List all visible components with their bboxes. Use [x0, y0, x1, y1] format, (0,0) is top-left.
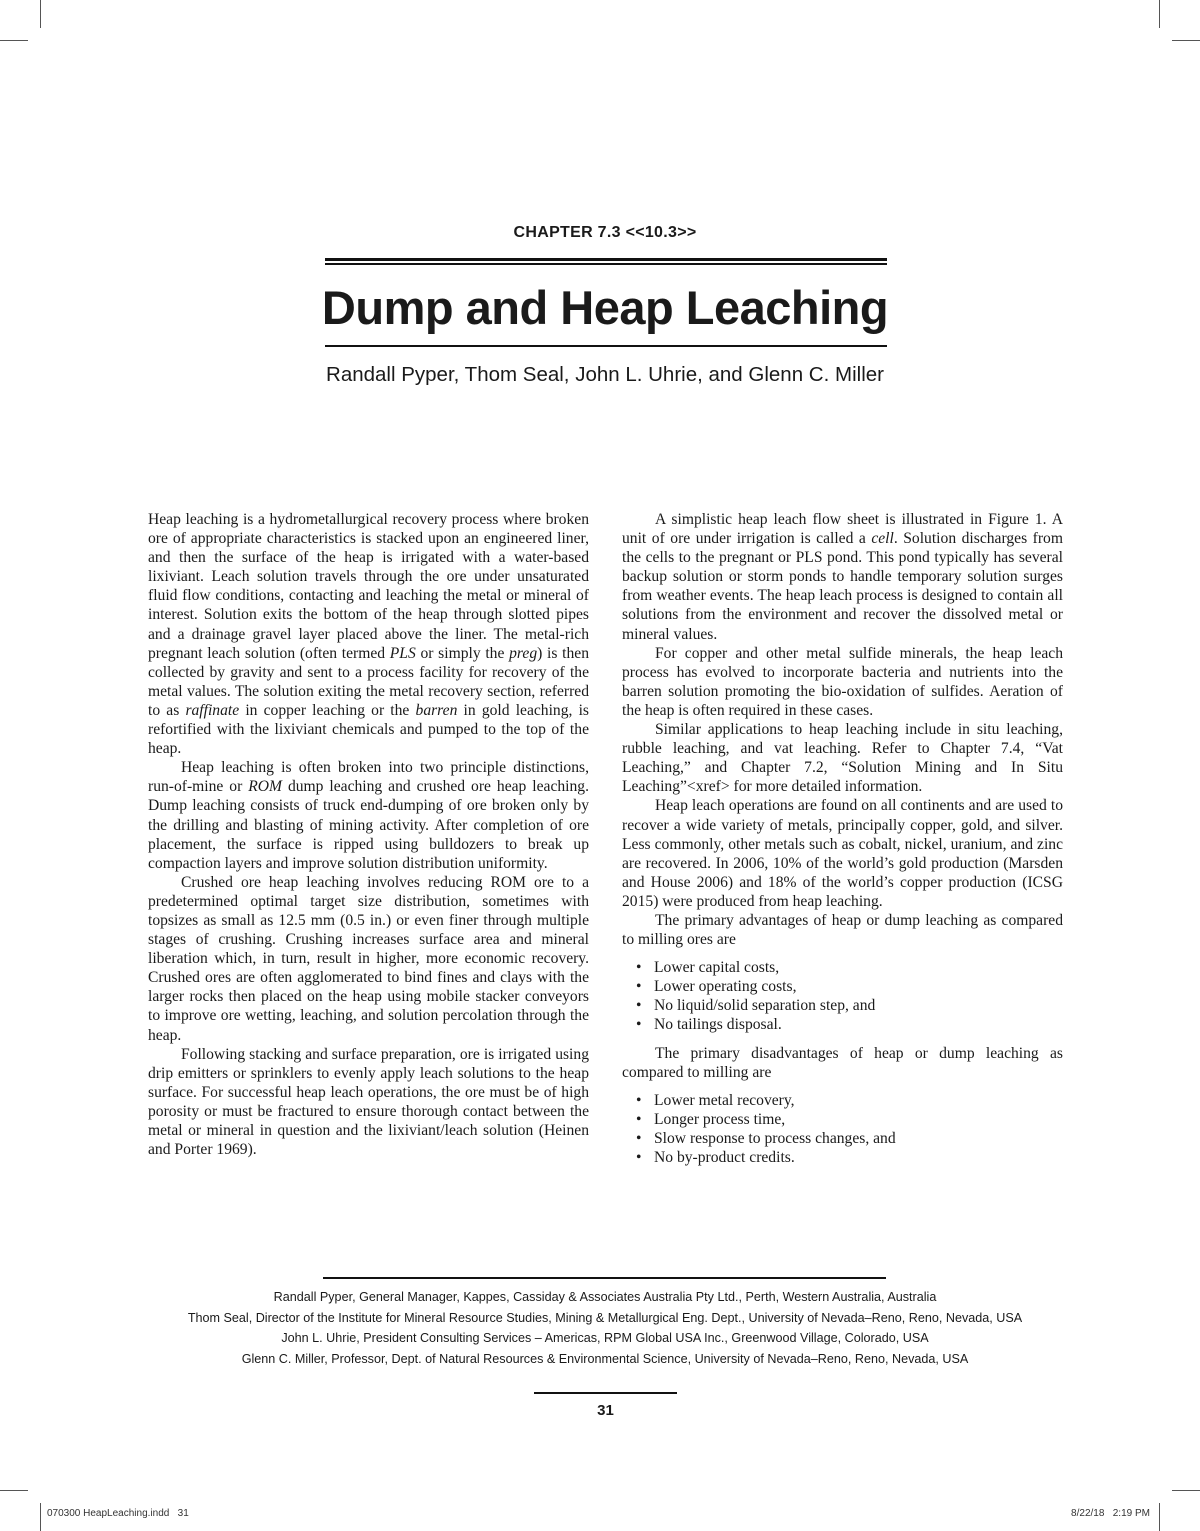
- crop-mark: [40, 1503, 41, 1531]
- paragraph: The primary advantages of heap or dump leaching as compared to milling ores are: [622, 911, 1063, 949]
- crop-mark: [1172, 40, 1200, 41]
- page-number-rule: [534, 1392, 677, 1394]
- list-item: • No liquid/solid separation step, and: [634, 996, 1063, 1015]
- crop-mark: [0, 40, 28, 41]
- crop-mark: [1159, 0, 1160, 28]
- list-item: • Lower capital costs,: [634, 958, 1063, 977]
- paragraph: For copper and other metal sulfide minerals, the heap leach process has evolved to incorporate bacteria and nutrients into the barren solution promoting the bio-oxidation of sulfides. Aeration of the heap is often required in these cases.: [622, 644, 1063, 719]
- crop-mark: [0, 1490, 28, 1491]
- disadvantages-list: [622, 1091, 1063, 1167]
- author-list: Randall Pyper, Thom Seal, John L. Uhrie, and Glenn C. Miller: [326, 363, 884, 386]
- list-item: • Lower operating costs,: [634, 977, 1063, 996]
- footnote-rule: [323, 1277, 886, 1279]
- paragraph: The primary disadvantages of heap or dump leaching as compared to milling are: [622, 1044, 1063, 1081]
- crop-mark: [1172, 1490, 1200, 1491]
- list-item: • No by-product credits.: [634, 1148, 1063, 1167]
- list-item: • Lower metal recovery,: [634, 1091, 1063, 1110]
- affiliation-line: Thom Seal, Director of the Institute for Mineral Resource Studies, Mining & Metallurgical Eng. Dept., University of Nevada–Reno, Reno, Nevada, USA: [187, 1310, 1023, 1325]
- paragraph: Following stacking and surface preparation, ore is irrigated using drip emitters or sprinklers to evenly apply leach solutions to the heap surface. For successful heap leach operations, the ore must be of high porosity or must be fractured to ensure thorough contact between the metal or mineral in question and the lixiviant/leach solution (Heinen and Porter 1969).: [148, 1045, 589, 1159]
- list-item: • Slow response to process changes, and: [634, 1129, 1063, 1148]
- affiliation-line: Glenn C. Miller, Professor, Dept. of Natural Resources & Environmental Science, University of Nevada–Reno, Reno, Nevada, USA: [241, 1351, 969, 1366]
- paragraph: Similar applications to heap leaching include in situ leaching, rubble leaching, and vat leaching. Refer to Chapter 7.4, “Vat Leaching,” and Chapter 7.2, “Solution Mining and In Situ Leaching”<xref> for more detailed information.: [622, 721, 1063, 796]
- slug-datetime: 8/22/18 2:19 PM: [1071, 1508, 1150, 1519]
- crop-mark: [1159, 1503, 1160, 1531]
- paragraph: Crushed ore heap leaching involves reducing ROM ore to a predetermined optimal target size distribution, sometimes with topsizes as small as 12.5 mm (0.5 in.) or even finer through multiple stages of crushing. Crushing increases surface area and mineral liberation which, in turn, result in higher, more economic recovery. Crushed ores are often agglomerated to bind fines and clays with the larger rocks then placed on the heap using mobile stacker conveyors to improve ore wetting, leaching, and solution percolation through the heap.: [148, 873, 589, 1044]
- author-affiliations: [0, 1287, 1200, 1369]
- paragraph: A simplistic heap leach flow sheet is illustrated in Figure 1. A unit of ore under irrigation is called a cell. Solution discharges from the cells to the pregnant or PLS pond. This pond typically has several backup solution or storm ponds to handle temporary solution surges from weather events. The heap leach process is designed to contain all solutions from the environment and recover the dissolved metal or mineral values.: [622, 511, 1063, 643]
- advantages-list: [622, 958, 1063, 1034]
- list-item: • No tailings disposal.: [634, 1015, 1063, 1034]
- paragraph: Heap leaching is a hydrometallurgical recovery process where broken ore of appropriate characteristics is stacked upon an engineered liner, and then the surface of the heap is irrigated with a water-based lixiviant. Leach solution travels through the ore under unsaturated fluid flow conditions, contacting and leaching the metal or mineral of interest. Solution exits the bottom of the heap through slotted pipes and a drainage gravel layer placed above the liner. The metal-rich pregnant leach solution (often termed PLS or simply the preg) is then collected by gravity and sent to a process facility for recovery of the metal values. The solution exiting the metal recovery section, referred to as raffinate in copper leaching or the barren in gold leaching, is refortified with the lixiviant chemicals and pumped to the top of the heap.: [148, 511, 589, 758]
- chapter-label: CHAPTER 7.3 <<10.3>>: [513, 224, 697, 241]
- affiliation-line: John L. Uhrie, President Consulting Services – Americas, RPM Global USA Inc., Greenwood Village, Colorado, USA: [281, 1331, 929, 1345]
- crop-mark: [40, 0, 41, 28]
- paragraph: Heap leaching is often broken into two principle distinctions, run-of-mine or ROM dump leaching and crushed ore heap leaching. Dump leaching consists of truck end-dumping of ore broken only by the drilling and blasting of mining activity. After completion of ore placement, the surface is ripped using bulldozers to break up compaction layers and improve solution distribution uniformity.: [148, 759, 589, 872]
- left-column: [148, 510, 589, 1159]
- affiliation-line: Randall Pyper, General Manager, Kappes, Cassiday & Associates Australia Pty Ltd., Perth, Western Australia, Australia: [273, 1290, 937, 1304]
- page-title: Dump and Heap Leaching: [321, 281, 889, 334]
- slug-filename: 070300 HeapLeaching.indd 31: [47, 1508, 189, 1519]
- title-rule-bottom: [325, 345, 887, 347]
- right-column: [622, 510, 1063, 1176]
- list-item: • Longer process time,: [634, 1110, 1063, 1129]
- title-rule-top-thin: [325, 263, 887, 265]
- page-number: 31: [597, 1402, 614, 1419]
- paragraph: Heap leach operations are found on all continents and are used to recover a wide variety of metals, principally copper, gold, and silver. Less commonly, other metals such as cobalt, nickel, uranium, and zinc are recovered. In 2006, 10% of the world’s gold production (Marsden and House 2006) and 18% of the world’s copper production (ICSG 2015) were produced from heap leaching.: [622, 797, 1063, 910]
- title-rule-top: [325, 258, 887, 261]
